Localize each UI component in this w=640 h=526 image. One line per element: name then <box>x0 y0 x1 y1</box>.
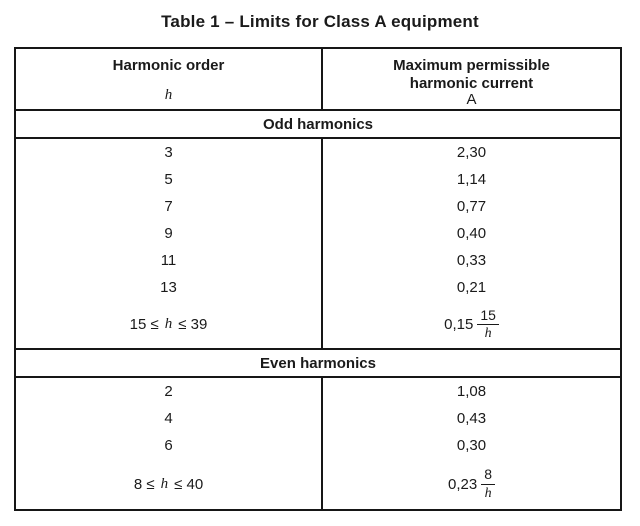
formula-expression <box>444 307 499 342</box>
harmonic-current-unit: A <box>466 91 477 109</box>
harmonic-current-header-cell <box>323 49 620 109</box>
table-row <box>16 378 620 405</box>
fraction-numerator: 15 <box>477 307 499 325</box>
formula-expression <box>448 466 495 501</box>
range-prefix: 15 ≤ <box>129 316 159 333</box>
range-prefix: 8 ≤ <box>133 475 155 493</box>
table-row <box>16 166 620 193</box>
fraction-denominator: h <box>484 326 492 341</box>
table-row-odd-range <box>16 301 620 348</box>
harmonic-current-cell: 0,40 <box>456 225 487 242</box>
harmonic-current-cell: 0,33 <box>456 252 487 269</box>
harmonic-order-cell: 9 <box>16 220 323 247</box>
harmonic-order-cell: 13 <box>16 274 323 301</box>
range-variable: h <box>164 316 173 332</box>
harmonic-order-cell: 3 <box>16 139 323 166</box>
table-row <box>16 432 620 459</box>
range-suffix: ≤ 40 <box>174 475 204 493</box>
header-row <box>16 49 620 109</box>
fraction <box>481 466 495 501</box>
range-suffix: ≤ 39 <box>178 316 208 333</box>
harmonic-current-formula-cell <box>323 459 620 509</box>
harmonic-order-cell: 7 <box>16 193 323 220</box>
harmonic-order-header-cell <box>16 49 323 109</box>
harmonic-current-header-label <box>393 57 550 92</box>
table-row <box>16 405 620 432</box>
range-variable: h <box>160 475 169 492</box>
harmonic-current-cell: 0,30 <box>456 437 487 454</box>
harmonic-current-cell: 0,77 <box>456 198 487 215</box>
harmonic-current-cell: 1,08 <box>456 383 487 400</box>
harmonic-order-symbol: h <box>164 86 173 103</box>
table-row-even-range <box>16 459 620 509</box>
formula-coefficient: 0,15 <box>444 316 474 333</box>
harmonic-current-header-line1: Maximum permissible <box>393 57 550 74</box>
harmonic-order-range-cell <box>16 459 323 509</box>
harmonic-order-header-label: Harmonic order <box>112 57 225 74</box>
harmonic-current-cell: 2,30 <box>456 144 487 161</box>
harmonic-current-header-line2: harmonic current <box>409 74 534 92</box>
table-title: Table 1 – Limits for Class A equipment <box>161 12 479 31</box>
harmonic-order-cell: 11 <box>16 247 323 274</box>
harmonic-current-cell: 0,21 <box>456 279 487 296</box>
formula-coefficient: 0,23 <box>448 475 478 493</box>
harmonic-order-cell: 4 <box>16 405 323 432</box>
table-row <box>16 247 620 274</box>
harmonic-current-formula-cell <box>323 301 620 348</box>
fraction <box>477 307 499 342</box>
harmonic-current-cell: 1,14 <box>456 171 487 188</box>
harmonic-order-cell: 2 <box>16 378 323 405</box>
table-row <box>16 139 620 166</box>
harmonic-order-cell: 5 <box>16 166 323 193</box>
section-header-odd: Odd harmonics <box>16 109 620 139</box>
harmonic-order-range-cell <box>16 301 323 348</box>
table-row <box>16 274 620 301</box>
fraction-denominator: h <box>484 485 492 501</box>
harmonic-current-cell: 0,43 <box>456 410 487 427</box>
table-row <box>16 220 620 247</box>
limits-table <box>14 47 622 511</box>
harmonic-order-cell: 6 <box>16 432 323 459</box>
section-header-even: Even harmonics <box>16 348 620 378</box>
table-row <box>16 193 620 220</box>
fraction-numerator: 8 <box>481 466 495 484</box>
